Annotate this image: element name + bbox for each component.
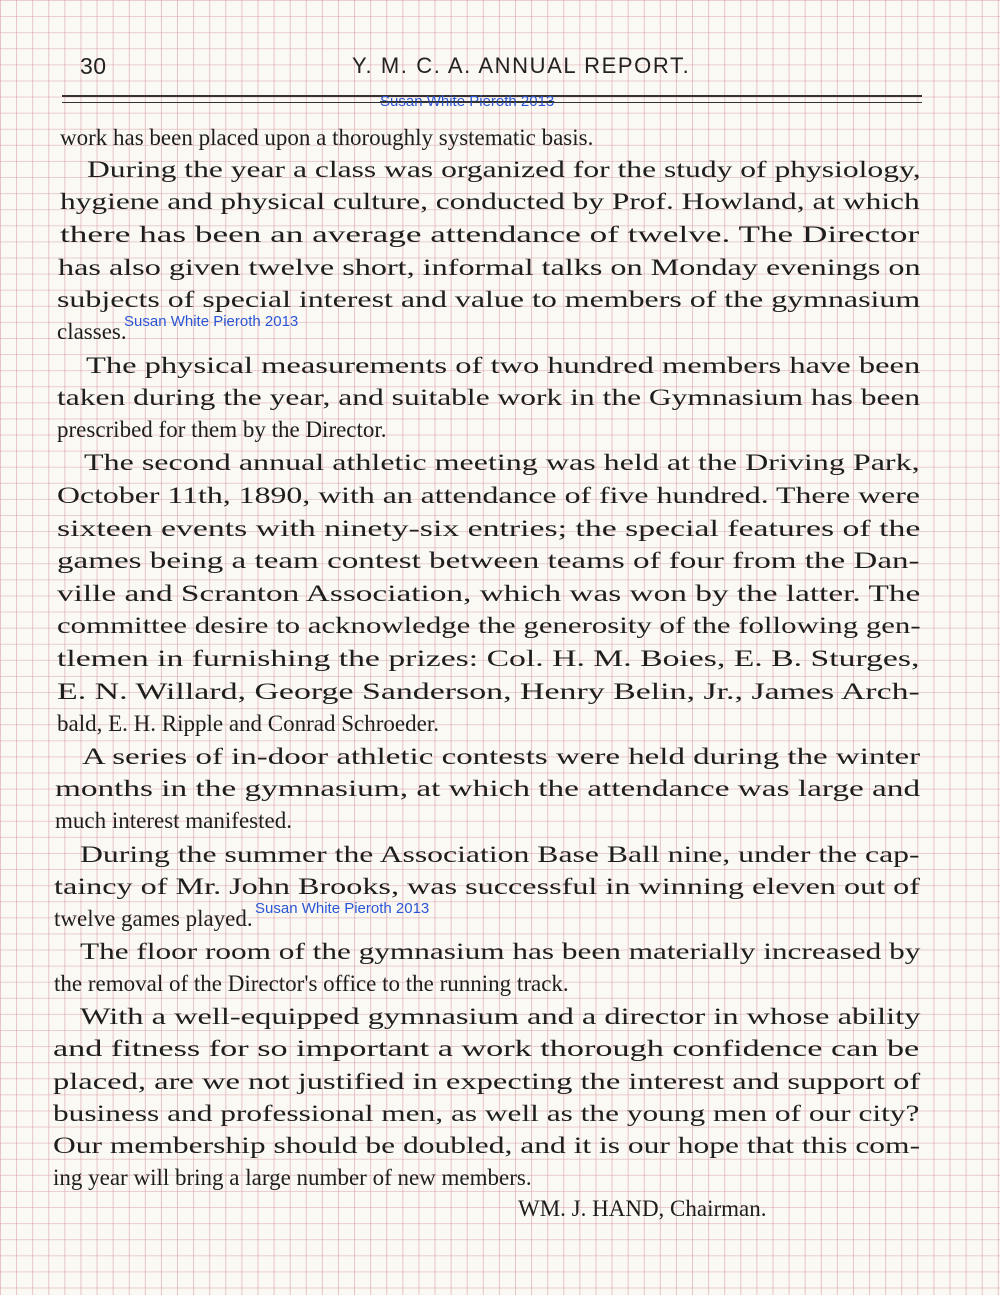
body-line-4: there has been an average attendance of twelve. The Director: [60, 222, 920, 247]
body-line-28: With a well-equipped gymnasium and a director in whose ability: [80, 1004, 921, 1029]
body-line-12: October 11th, 1890, with an attendance of five hundred. There were: [57, 483, 920, 508]
body-line-8: The physical measurements of two hundred members have been: [86, 353, 921, 378]
body-line-31: business and professional men, as well as the young men of our city?: [53, 1101, 920, 1126]
body-line-7: classes.: [57, 319, 127, 344]
body-line-33: ing year will bring a large number of new members.: [53, 1165, 532, 1190]
body-line-9: taken during the year, and suitable work in the Gymnasium has been: [57, 385, 921, 410]
body-line-22: much interest manifested.: [55, 808, 292, 833]
body-line-2: During the year a class was organized for the study of physiology,: [87, 157, 921, 182]
body-line-13: sixteen events with ninety-six entries; the special features of the: [57, 516, 921, 541]
body-line-20: A series of in-door athletic contests were held during the winter: [82, 744, 921, 769]
body-line-11: The second annual athletic meeting was held at the Driving Park,: [84, 450, 920, 475]
page-header-title: Y. M. C. A. ANNUAL REPORT.: [352, 53, 691, 78]
watermark-top: Susan White Pieroth 2013: [380, 93, 555, 110]
watermark-middle: Susan White Pieroth 2013: [124, 313, 299, 330]
signature: WM. J. HAND, Chairman.: [518, 1196, 767, 1221]
body-line-6: subjects of special interest and value to members of the gymnasium: [57, 287, 921, 312]
body-line-27: the removal of the Director's office to the running track.: [54, 971, 569, 996]
body-line-25: twelve games played.: [54, 906, 253, 931]
body-line-17: tlemen in furnishing the prizes: Col. H. M. Boies, E. B. Sturges,: [57, 646, 920, 671]
body-line-21: months in the gymnasium, at which the attendance was large and: [55, 776, 921, 801]
body-line-16: committee desire to acknowledge the generosity of the following gen-: [57, 613, 921, 638]
body-line-26: The floor room of the gymnasium has been materially increased by: [80, 939, 921, 964]
body-line-10: prescribed for them by the Director.: [57, 417, 387, 442]
body-line-1: work has been placed upon a thoroughly systematic basis.: [60, 125, 594, 150]
body-line-14: games being a team contest between teams of four from the Dan-: [57, 548, 920, 573]
body-line-3: hygiene and physical culture, conducted by Prof. Howland, at which: [60, 189, 920, 214]
watermark-bottom: Susan White Pieroth 2013: [255, 900, 430, 917]
body-line-5: has also given twelve short, informal talks on Monday evenings on: [58, 255, 921, 280]
body-line-29: and fitness for so important a work thorough confidence can be: [53, 1036, 920, 1061]
body-line-23: During the summer the Association Base Ball nine, under the cap-: [80, 842, 920, 867]
body-line-32: Our membership should be doubled, and it is our hope that this com-: [53, 1133, 921, 1158]
page-number: 30: [80, 53, 107, 79]
body-line-30: placed, are we not justified in expecting the interest and support of: [53, 1069, 921, 1094]
body-line-24: taincy of Mr. John Brooks, was successful in winning eleven out of: [54, 874, 920, 899]
body-line-18: E. N. Willard, George Sanderson, Henry Belin, Jr., James Arch-: [57, 679, 920, 704]
body-line-15: ville and Scranton Association, which was won by the latter. The: [57, 581, 921, 606]
body-line-19: bald, E. H. Ripple and Conrad Schroeder.: [57, 711, 439, 736]
